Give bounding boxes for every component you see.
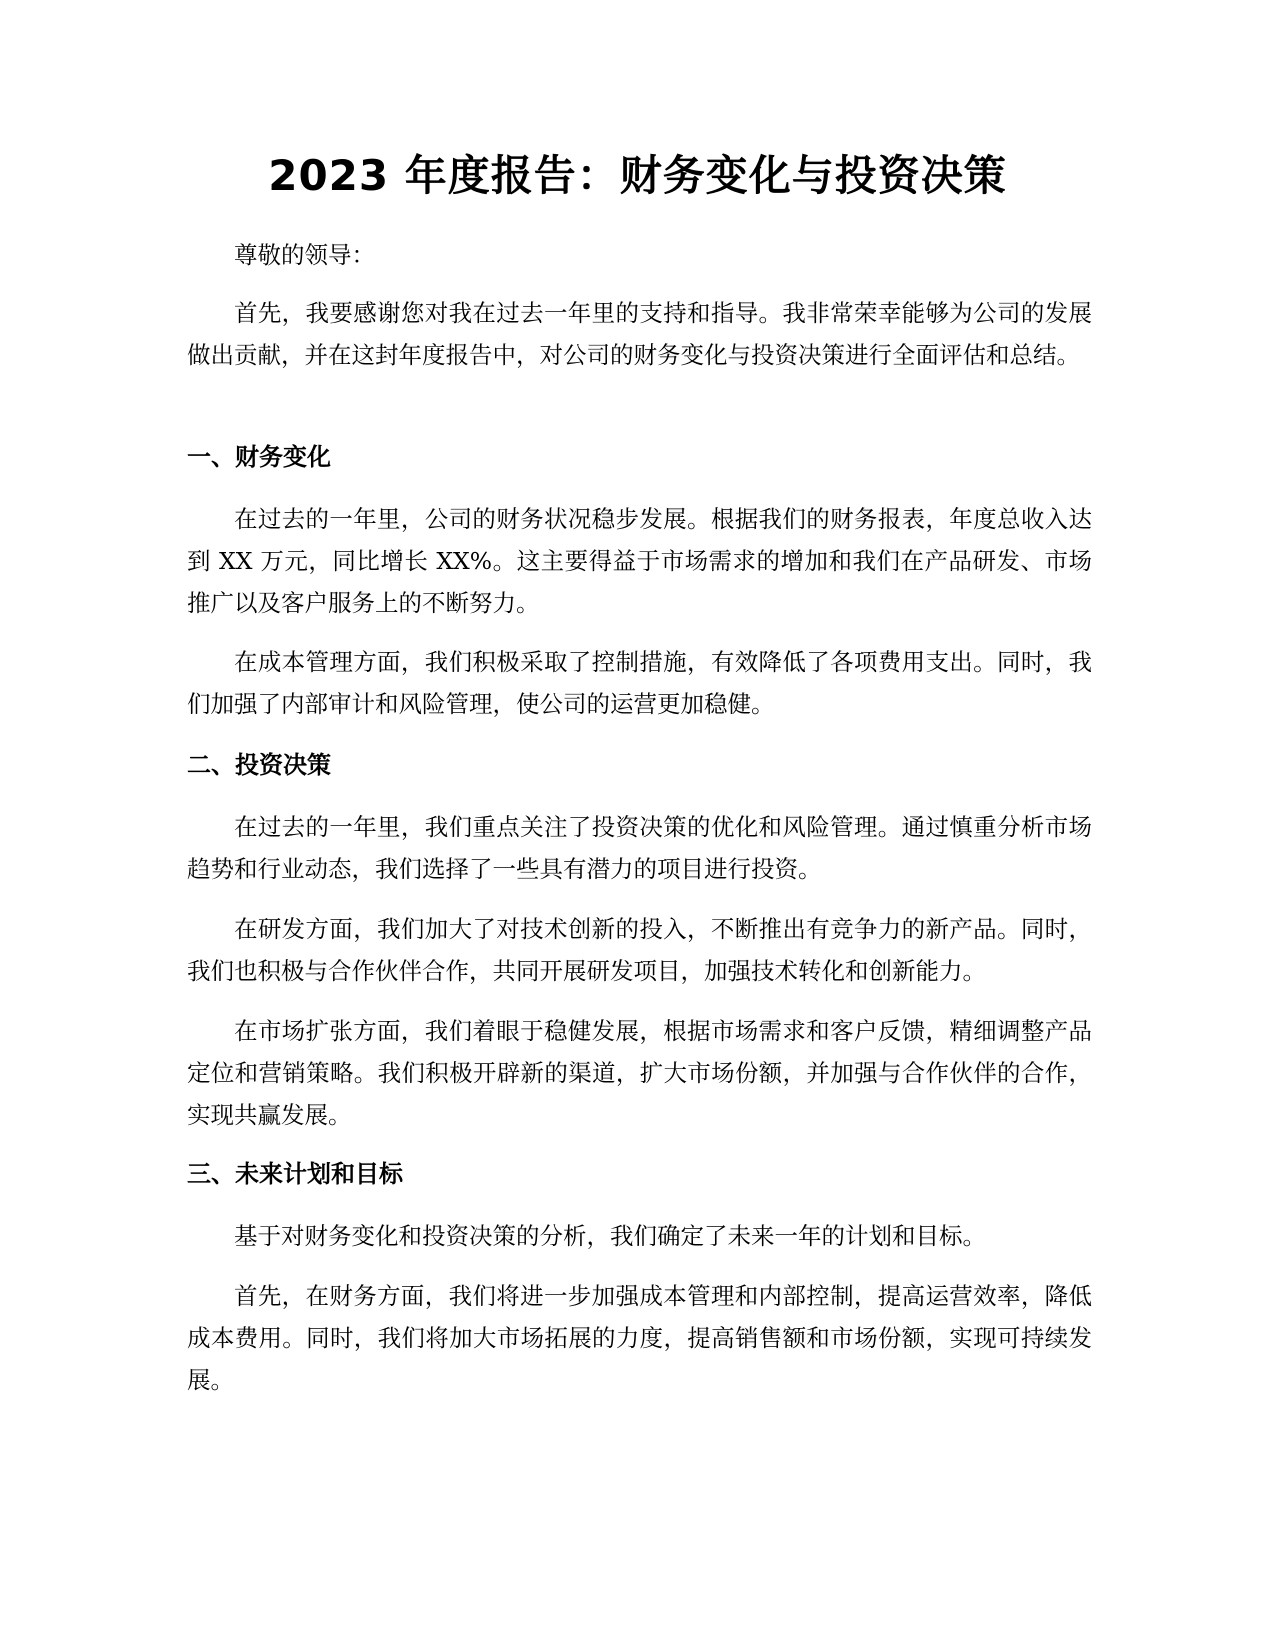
section-heading-investment: 二、投资决策 [187,751,331,779]
section-heading-finance: 一、财务变化 [187,443,331,471]
intro-paragraph: 首先，我要感谢您对我在过去一年里的支持和指导。我非常荣幸能够为公司的发展做出贡献，并在这封年度报告中，对公司的财务变化与投资决策进行全面评估和总结。 [187,299,1092,369]
future-plan-paragraph-1: 基于对财务变化和投资决策的分析，我们确定了未来一年的计划和目标。 [234,1222,986,1250]
investment-paragraph-2: 在研发方面，我们加大了对技术创新的投入，不断推出有竞争力的新产品。同时，我们也积极与合作伙伴合作，共同开展研发项目，加强技术转化和创新能力。 [187,915,1092,985]
finance-paragraph-2: 在成本管理方面，我们积极采取了控制措施，有效降低了各项费用支出。同时，我们加强了内部审计和风险管理，使公司的运营更加稳健。 [187,648,1092,718]
section-heading-future-plan: 三、未来计划和目标 [187,1160,403,1188]
document-title: 2023 年度报告：财务变化与投资决策 [268,151,1007,200]
investment-paragraph-3: 在市场扩张方面，我们着眼于稳健发展，根据市场需求和客户反馈，精细调整产品定位和营销策略。我们积极开辟新的渠道，扩大市场份额，并加强与合作伙伴的合作，实现共赢发展。 [187,1017,1092,1129]
salutation: 尊敬的领导： [234,241,375,269]
finance-paragraph-1: 在过去的一年里，公司的财务状况稳步发展。根据我们的财务报表，年度总收入达到 XX 万元，同比增长 XX%。这主要得益于市场需求的增加和我们在产品研发、市场推广以及客户服务上的不断努力。 [187,505,1092,617]
investment-paragraph-1: 在过去的一年里，我们重点关注了投资决策的优化和风险管理。通过慎重分析市场趋势和行业动态，我们选择了一些具有潜力的项目进行投资。 [187,813,1092,883]
future-plan-paragraph-2: 首先，在财务方面，我们将进一步加强成本管理和内部控制，提高运营效率，降低成本费用。同时，我们将加大市场拓展的力度，提高销售额和市场份额，实现可持续发展。 [187,1282,1092,1394]
